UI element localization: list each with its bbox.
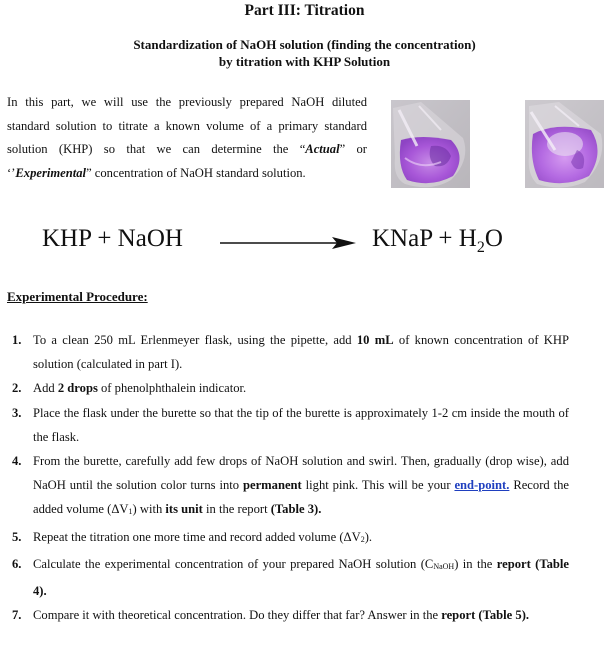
- step-text: Add: [33, 381, 58, 396]
- subtitle-line-1: Standardization of NaOH solution (finding the concentration): [133, 37, 476, 52]
- page-title: Part III: Titration: [244, 2, 365, 19]
- intro-text-2: ” or ‘’: [7, 142, 367, 180]
- procedure-step-2: [0, 376, 569, 400]
- step-text: To a clean 250 mL Erlenmeyer flask, using the pipette, add: [33, 333, 357, 347]
- step-number: 2.: [12, 381, 22, 396]
- step-text: Repeat the titration one more time and record added volume (ΔV: [33, 529, 361, 544]
- step-number: 7.: [12, 608, 22, 623]
- step-number: 3.: [12, 405, 22, 420]
- flask-photo-1: [391, 100, 470, 188]
- step-bold: permanent: [242, 478, 302, 493]
- step-text: of known concentration of KHP solution (calculated in part I).: [33, 333, 569, 372]
- step-text: From the burette, carefully add few drops of NaOH solution and swirl. Then, gradually (drop wise), add NaOH until the solution color turns into: [33, 454, 569, 493]
- procedure-step-3: [0, 401, 569, 449]
- step-text: Place the flask under the burette so that the tip of the burette is approximately 1-2 cm inside the mouth of the flask.: [33, 405, 569, 444]
- procedure-step-4: [0, 449, 569, 525]
- equation-reactants: KHP + NaOH: [42, 225, 183, 252]
- procedure-list: [0, 328, 609, 627]
- products-subscript: 2: [476, 239, 485, 256]
- procedure-heading: Experimental Procedure:: [7, 289, 148, 304]
- procedure-step-7: [0, 603, 569, 627]
- step-bold: 10 mL: [356, 333, 394, 347]
- intro-paragraph: [7, 91, 367, 185]
- step-bold: (Table 3).: [270, 502, 322, 517]
- step-bold: 2 drops: [57, 381, 98, 396]
- step-number: 5.: [12, 529, 22, 544]
- products-main: KNaP + H: [372, 225, 477, 252]
- step-bold: report (Table 4).: [33, 556, 569, 599]
- step-subscript: 1: [128, 507, 133, 517]
- step-text: ) with: [132, 502, 166, 517]
- step-text: Record the added volume (ΔV: [33, 478, 569, 517]
- step-bold: report (Table 5).: [441, 608, 530, 623]
- step-number: 4.: [12, 454, 22, 469]
- procedure-step-1: [0, 328, 569, 376]
- step-subscript: NaOH: [433, 561, 455, 571]
- step-text: ) in the: [454, 556, 497, 571]
- end-point-link[interactable]: end-point.: [454, 478, 510, 493]
- intro-experimental: Experimental: [15, 165, 87, 180]
- page-subtitle: [0, 36, 609, 70]
- step-text: light pink. This will be your: [301, 478, 455, 493]
- intro-actual: Actual: [305, 142, 340, 156]
- step-text: ).: [364, 529, 373, 544]
- step-bold: its unit: [165, 502, 203, 517]
- subtitle-line-2: by titration with KHP Solution: [218, 54, 391, 69]
- intro-text-3: ” concentration of NaOH standard solution.: [86, 165, 306, 180]
- step-text: Compare it with theoretical concentration. Do they differ that far? Answer in the: [33, 608, 442, 623]
- step-text: Calculate the experimental concentration of your prepared NaOH solution (C: [33, 556, 434, 571]
- flask-photo-2: [525, 100, 604, 188]
- step-text: in the report: [202, 502, 271, 517]
- equation-products: [372, 223, 503, 255]
- procedure-step-6: [0, 552, 569, 603]
- intro-text-1: In this part, we will use the previously prepared NaOH diluted standard solution to titrate a known volume of a primary standard solution (KHP) so that we can determine the “: [7, 95, 367, 156]
- products-end: O: [484, 225, 503, 252]
- step-number: 1.: [12, 333, 22, 347]
- step-text: of phenolphthalein indicator.: [97, 381, 247, 396]
- step-number: 6.: [12, 556, 22, 571]
- procedure-step-5: [0, 525, 569, 552]
- step-subscript: 2: [360, 534, 365, 544]
- right-arrow-icon: [220, 236, 356, 250]
